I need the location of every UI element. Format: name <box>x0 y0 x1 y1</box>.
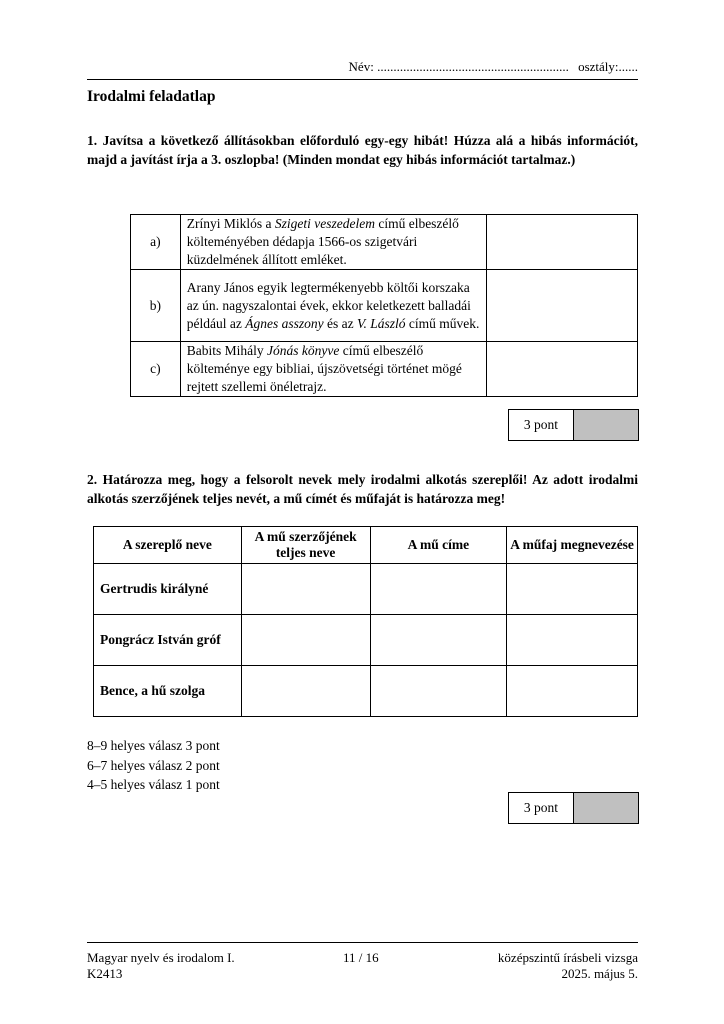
statement-fragment: című művek. <box>405 315 480 331</box>
genre-answer-cell[interactable] <box>507 666 638 717</box>
scoring-rule: 4–5 helyes válasz 1 pont <box>87 777 220 792</box>
work-title: Szigeti veszedelem <box>274 216 375 231</box>
author-answer-cell[interactable] <box>241 666 370 717</box>
name-dots: ........................................................... <box>377 59 569 74</box>
class-label: osztály:...... <box>578 59 638 74</box>
footer-page-number: 11 / 16 <box>343 950 379 965</box>
statement-fragment: című elbeszélő költeménye egy bibliai, újszövetségi történet mögé rejtett szellemi önéletrajz. <box>186 343 462 394</box>
statement-text <box>180 342 486 397</box>
col-header-author: A mű szerzőjének teljes neve <box>241 527 370 564</box>
footer-left <box>87 950 235 982</box>
footer-right <box>438 950 638 982</box>
page-title: Irodalmi feladatlap <box>87 88 216 105</box>
task2-score-field[interactable] <box>574 793 638 823</box>
correction-answer-cell[interactable] <box>487 215 638 270</box>
title-answer-cell[interactable] <box>370 564 507 615</box>
statement-fragment: Arany János egyik legtermékenyebb költői korszaka az ún. nagyszalontai évek, ekkor keletkezett balladái például az <box>186 279 471 331</box>
work-title: Ágnes asszony <box>245 315 324 331</box>
table-row <box>131 215 638 270</box>
genre-answer-cell[interactable] <box>507 564 638 615</box>
name-label: Név: <box>348 59 374 74</box>
genre-answer-cell[interactable] <box>507 615 638 666</box>
statement-fragment: Babits Mihály <box>186 343 267 358</box>
author-answer-cell[interactable] <box>241 615 370 666</box>
statement-fragment: Zrínyi Miklós a <box>186 216 275 231</box>
table-row <box>94 564 638 615</box>
task2-instruction: 2. Határozza meg, hogy a felsorolt nevek mely irodalmi alkotás szereplői! Az adott irodalmi alkotás szerzőjének teljes nevét, a mű címét és műfaját is határozza meg! <box>87 472 638 506</box>
header-divider <box>87 79 638 80</box>
name-class-line <box>87 59 638 75</box>
table-row <box>94 615 638 666</box>
scoring-rule: 6–7 helyes válasz 2 pont <box>87 757 220 773</box>
table-row <box>131 270 638 342</box>
row-label: a) <box>131 215 181 270</box>
table-row <box>94 666 638 717</box>
task2-score-label: 3 pont <box>509 793 574 823</box>
correction-answer-cell[interactable] <box>487 342 638 397</box>
work-title: V. László <box>356 315 406 331</box>
correction-answer-cell[interactable] <box>487 270 638 342</box>
task2-table <box>93 526 638 717</box>
task1-score-label: 3 pont <box>509 410 574 440</box>
statement-fragment: és az <box>323 315 357 331</box>
task1-scorebox <box>508 409 639 441</box>
footer-code: K2413 <box>87 966 123 981</box>
row-label: b) <box>131 270 181 342</box>
title-answer-cell[interactable] <box>370 615 507 666</box>
task1-instruction: 1. Javítsa a következő állításokban előforduló egy-egy hibát! Húzza alá a hibás információt, majd a javítást írja a 3. oszlopba! (Minden mondat egy hibás információt tartalmaz.) <box>87 133 638 167</box>
col-header-title: A mű címe <box>370 527 507 564</box>
task2-scorebox <box>508 792 639 824</box>
footer-divider <box>87 942 638 943</box>
footer-subject: Magyar nyelv és irodalom I. <box>87 950 235 965</box>
scoring-rules <box>87 736 220 795</box>
statement-text <box>180 270 486 342</box>
character-name: Bence, a hű szolga <box>94 666 242 717</box>
character-name: Pongrácz István gróf <box>94 615 242 666</box>
task1-table <box>130 214 638 397</box>
character-name: Gertrudis királyné <box>94 564 242 615</box>
row-label: c) <box>131 342 181 397</box>
col-header-character: A szereplő neve <box>94 527 242 564</box>
col-header-genre: A műfaj megnevezése <box>507 527 638 564</box>
table-row <box>131 342 638 397</box>
footer-date: 2025. május 5. <box>561 966 638 981</box>
work-title: Jónás könyve <box>266 343 340 358</box>
footer-exam: középszintű írásbeli vizsga <box>497 950 638 965</box>
statement-fragment: című elbeszélő költeményében dédapja 1566-os szigetvári küzdelmének állított emléket. <box>186 216 459 267</box>
statement-text <box>180 215 486 270</box>
title-answer-cell[interactable] <box>370 666 507 717</box>
task1-score-field[interactable] <box>574 410 638 440</box>
scoring-rule: 8–9 helyes válasz 3 pont <box>87 738 220 753</box>
author-answer-cell[interactable] <box>241 564 370 615</box>
